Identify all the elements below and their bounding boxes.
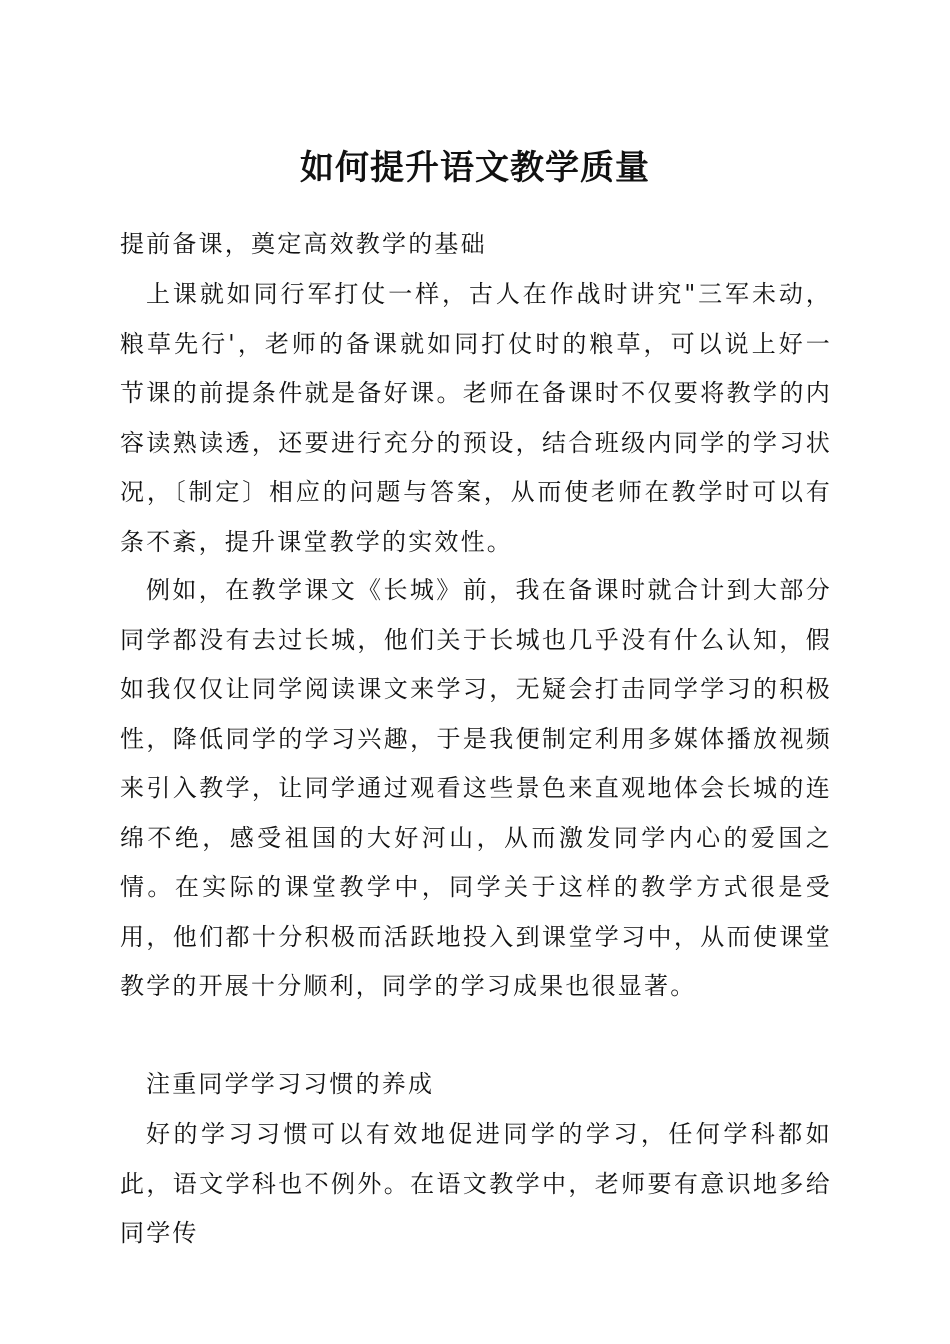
paragraph-preparation-intro: 上课就如同行军打仗一样，古人在作战时讲究"三军未动，粮草先行'，老师的备课就如同打仗时的粮草，可以说上好一节课的前提条件就是备好课。老师在备课时不仅要将教学的内容读熟读透，还要进行充分的预设，结合班级内同学的学习状况，〔制定〕相应的问题与答案，从而使老师在教学时可以有条不紊，提升课堂教学的实效性。: [120, 280, 832, 556]
paragraph-great-wall-example: 例如，在教学课文《长城》前，我在备课时就合计到大部分同学都没有去过长城，他们关于长城也几乎没有什么认知，假如我仅仅让同学阅读课文来学习，无疑会打击同学学习的积极性，降低同学的学习兴趣，于是我便制定利用多媒体播放视频来引入教学，让同学通过观看这些景色来直观地体会长城的连绵不绝，感受祖国的大好河山，从而激发同学内心的爱国之情。在实际的课堂教学中，同学关于这样的教学方式很是受用，他们都十分积极而活跃地投入到课堂学习中，从而使课堂教学的开展十分顺利，同学的学习成果也很显著。: [120, 576, 832, 1000]
section-heading-preparation: 提前备课，奠定高效教学的基础: [120, 230, 487, 258]
paragraph-study-habits: 好的学习习惯可以有效地促进同学的学习，任何学科都如此，语文学科也不例外。在语文教学中，老师要有意识地多给同学传: [120, 1120, 832, 1247]
document-title: 如何提升语文教学质量: [300, 148, 650, 188]
section-heading-study-habits: 注重同学学习习惯的养成: [146, 1070, 435, 1098]
